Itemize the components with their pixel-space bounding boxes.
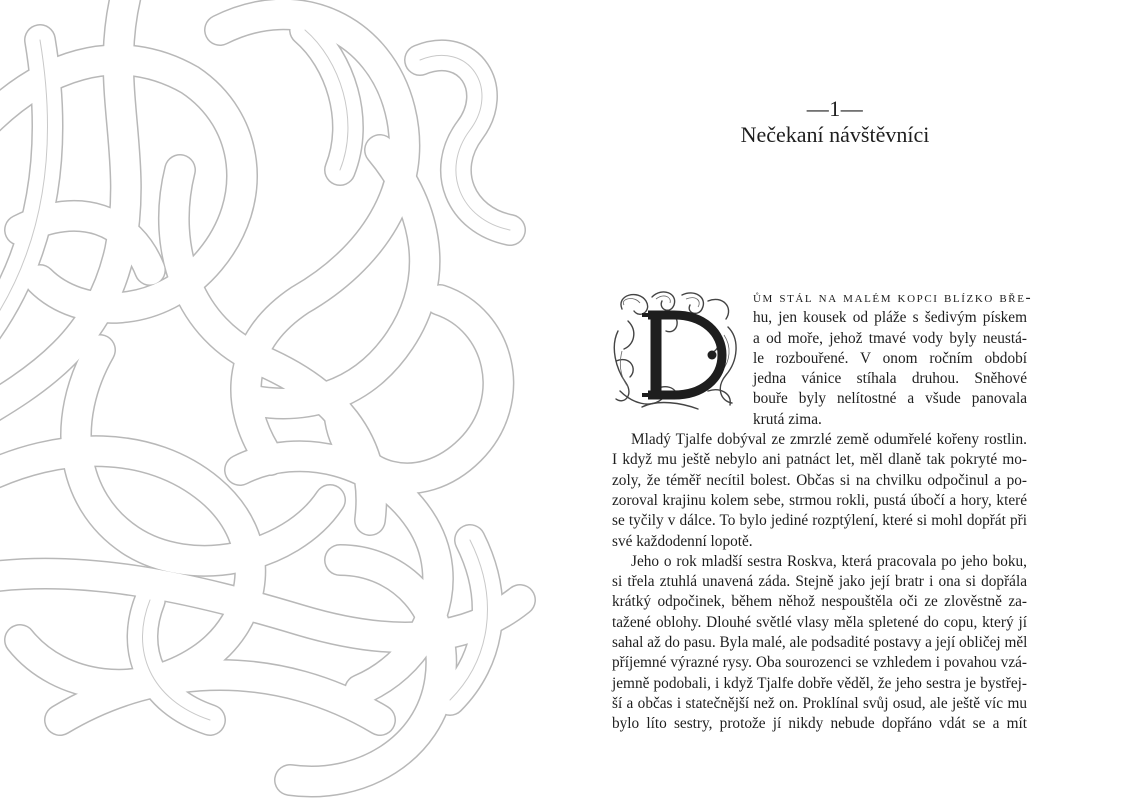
- text-line: I když mu ještě nebylo ani patnáct let, měl dlaně tak pokryté mo-: [612, 451, 1027, 469]
- text-line: příjemné výrazné rysy. Oba sourozenci se vzhledem i povahou vzá-: [612, 654, 1027, 672]
- text-line: tažené oblohy. Dlouhé světlé vlasy měla spletené do copu, který jí: [612, 613, 1027, 631]
- text-line: své každodenní lopotě.: [612, 532, 753, 550]
- paragraph-3: [612, 552, 1027, 735]
- text-line: ům stál na malém kopci blízko bře-: [753, 289, 1033, 306]
- text-line: le rozbouřené. V onom ročním období: [753, 349, 1027, 367]
- text-line: krátký odpočinek, během něhož nespouštěla oči ze zlověstně za-: [612, 593, 1027, 611]
- text-line: ší a občas i statečnější než on. Proklínal svůj osud, ale ještě víc mu: [612, 694, 1027, 712]
- text-line: a od moře, jehož tmavé vody byly neustá-: [753, 329, 1027, 347]
- left-page-illustration: [0, 0, 535, 800]
- knotwork-illustration: [0, 0, 535, 800]
- right-page-text: [412, 0, 1069, 800]
- text-line: jedna vánice stíhala druhou. Sněhové: [753, 370, 1027, 388]
- text-line: Mladý Tjalfe dobýval ze zmrzlé země odumřelé kořeny rostlin.: [631, 431, 1027, 449]
- drop-cap-letter: D: [412, 90, 414, 92]
- paragraph-2: [612, 430, 1027, 552]
- chapter-heading: [535, 0, 1069, 160]
- text-line: jemně podobali, i když Tjalfe dobře věděl, že jeho sestra je bystřej-: [612, 674, 1027, 692]
- text-line: se tyčily v dálce. To bylo jediné rozptýlení, které si mohl dopřát při: [612, 512, 1027, 530]
- drop-cap-initial: [412, 90, 748, 411]
- chapter-number: —1—: [806, 96, 864, 121]
- text-line: bylo líto sestry, protože jí nikdy nebude dopřáno vdát se a mít: [612, 715, 1027, 733]
- text-line: zoroval krajinu kolem sebe, strmou rokli, pustá úbočí a hory, které: [612, 491, 1027, 509]
- text-line: krutá zima.: [753, 410, 822, 428]
- text-line: bouře byly nelítostné a všude panovala: [753, 390, 1027, 408]
- text-line: sahal až do pasu. Byla malé, ale podsadité postavy a její obličej měl: [612, 634, 1028, 652]
- text-line: zoly, že téměř necítil bolest. Občas si na chvilku odpočinul a po-: [612, 471, 1027, 489]
- text-line: si třela ztuhlá unavená záda. Stejně jako její bratr i ona si dopřála: [612, 573, 1027, 591]
- text-line: hu, jen kousek od pláže s šedivým pískem: [753, 309, 1027, 327]
- chapter-title: Nečekaní návštěvníci: [740, 122, 930, 147]
- text-line: Jeho o rok mladší sestra Roskva, která pracovala po jeho boku,: [631, 552, 1027, 570]
